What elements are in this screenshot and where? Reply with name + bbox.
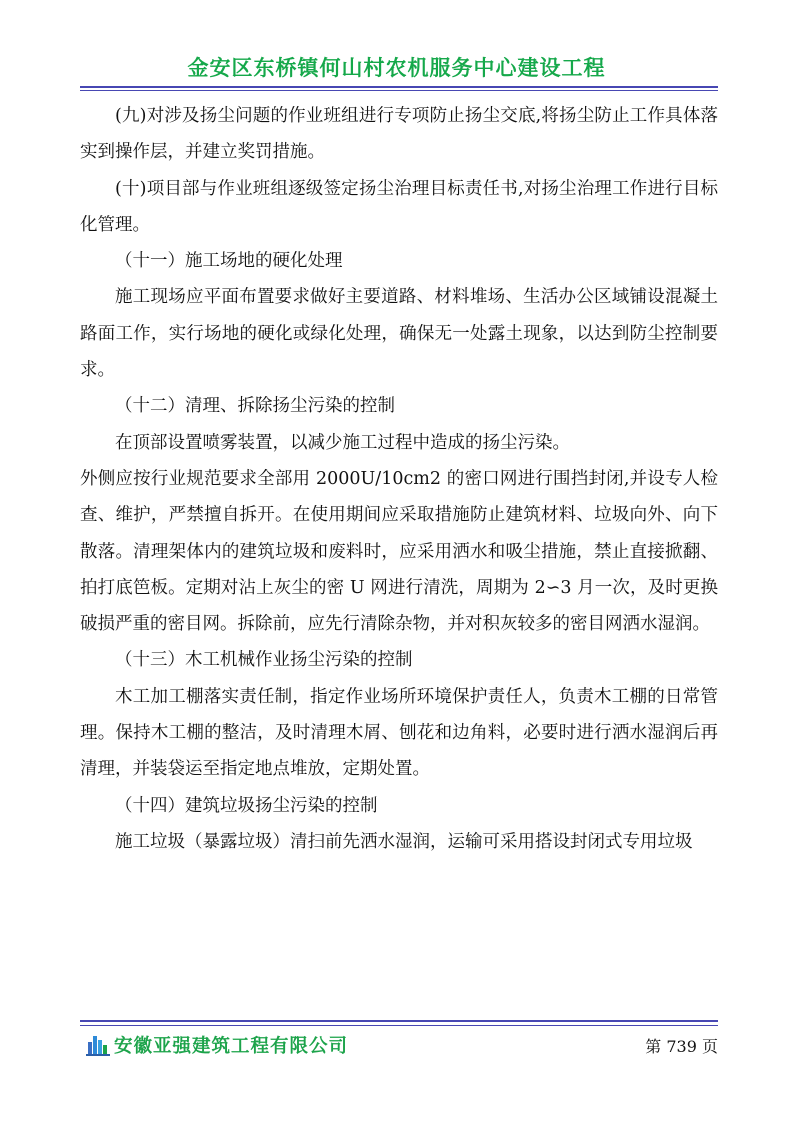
company-name: 安徽亚强建筑工程有限公司 (114, 1036, 349, 1057)
section-heading: （十二）清理、拆除扬尘污染的控制 (115, 396, 395, 417)
section-heading: （十三）木工机械作业扬尘污染的控制 (115, 650, 413, 671)
section-heading: （十四）建筑垃圾扬尘污染的控制 (115, 795, 378, 816)
paragraph: (九)对涉及扬尘问题的作业班组进行专项防止扬尘交底,将扬尘防止工作具体落实到操作层，并建立奖罚措施。 (80, 106, 718, 163)
section-heading: （十一）施工场地的硬化处理 (115, 251, 343, 272)
footer-rule-thin (80, 1025, 718, 1026)
header-rule (80, 86, 718, 88)
footer-rule (80, 1020, 718, 1022)
page-header-title: 金安区东桥镇何山村农机服务中心建设工程 (187, 56, 606, 80)
paragraph: 木工加工棚落实责任制，指定作业场所环境保护责任人，负责木工棚的日常管理。保持木工棚的整洁，及时清理木屑、刨花和边角料，必要时进行洒水湿润后再清理，并装袋运至指定地点堆放，定期处置。 (80, 686, 718, 780)
company-logo-icon (86, 1032, 110, 1056)
header-rule-thin (80, 90, 718, 91)
document-body (80, 98, 718, 860)
paragraph: (十)项目部与作业班组逐级签定扬尘治理目标责任书,对扬尘治理工作进行目标化管理。 (80, 178, 718, 235)
page-footer (80, 1030, 718, 1062)
paragraph: 施工现场应平面布置要求做好主要道路、材料堆场、生活办公区域铺设混凝土路面工作，实行场地的硬化或绿化处理，确保无一处露土现象，以达到防尘控制要求。 (80, 287, 718, 381)
paragraph: 外侧应按行业规范要求全部用 2000U/10cm2 的密口网进行围挡封闭,并设专人检查、维护，严禁擅自拆开。在使用期间应采取措施防止建筑材料、垃圾向外、向下散落。清理架体内的建筑垃圾和废料时，应采用洒水和吸尘措施，禁止直接掀翻、拍打底笆板。定期对沾上灰尘的密 U 网进行清洗，周期为 2∽3 月一次，及时更换破损严重的密目网。拆除前，应先行清除杂物，并对积灰较多的密目网洒水湿润。 (80, 468, 718, 635)
paragraph: 在顶部设置喷雾装置，以减少施工过程中造成的扬尘污染。 (115, 432, 570, 453)
paragraph: 施工垃圾（暴露垃圾）清扫前先洒水湿润，运输可采用搭设封闭式专用垃圾 (115, 831, 693, 852)
page-number: 第 739 页 (645, 1037, 718, 1056)
